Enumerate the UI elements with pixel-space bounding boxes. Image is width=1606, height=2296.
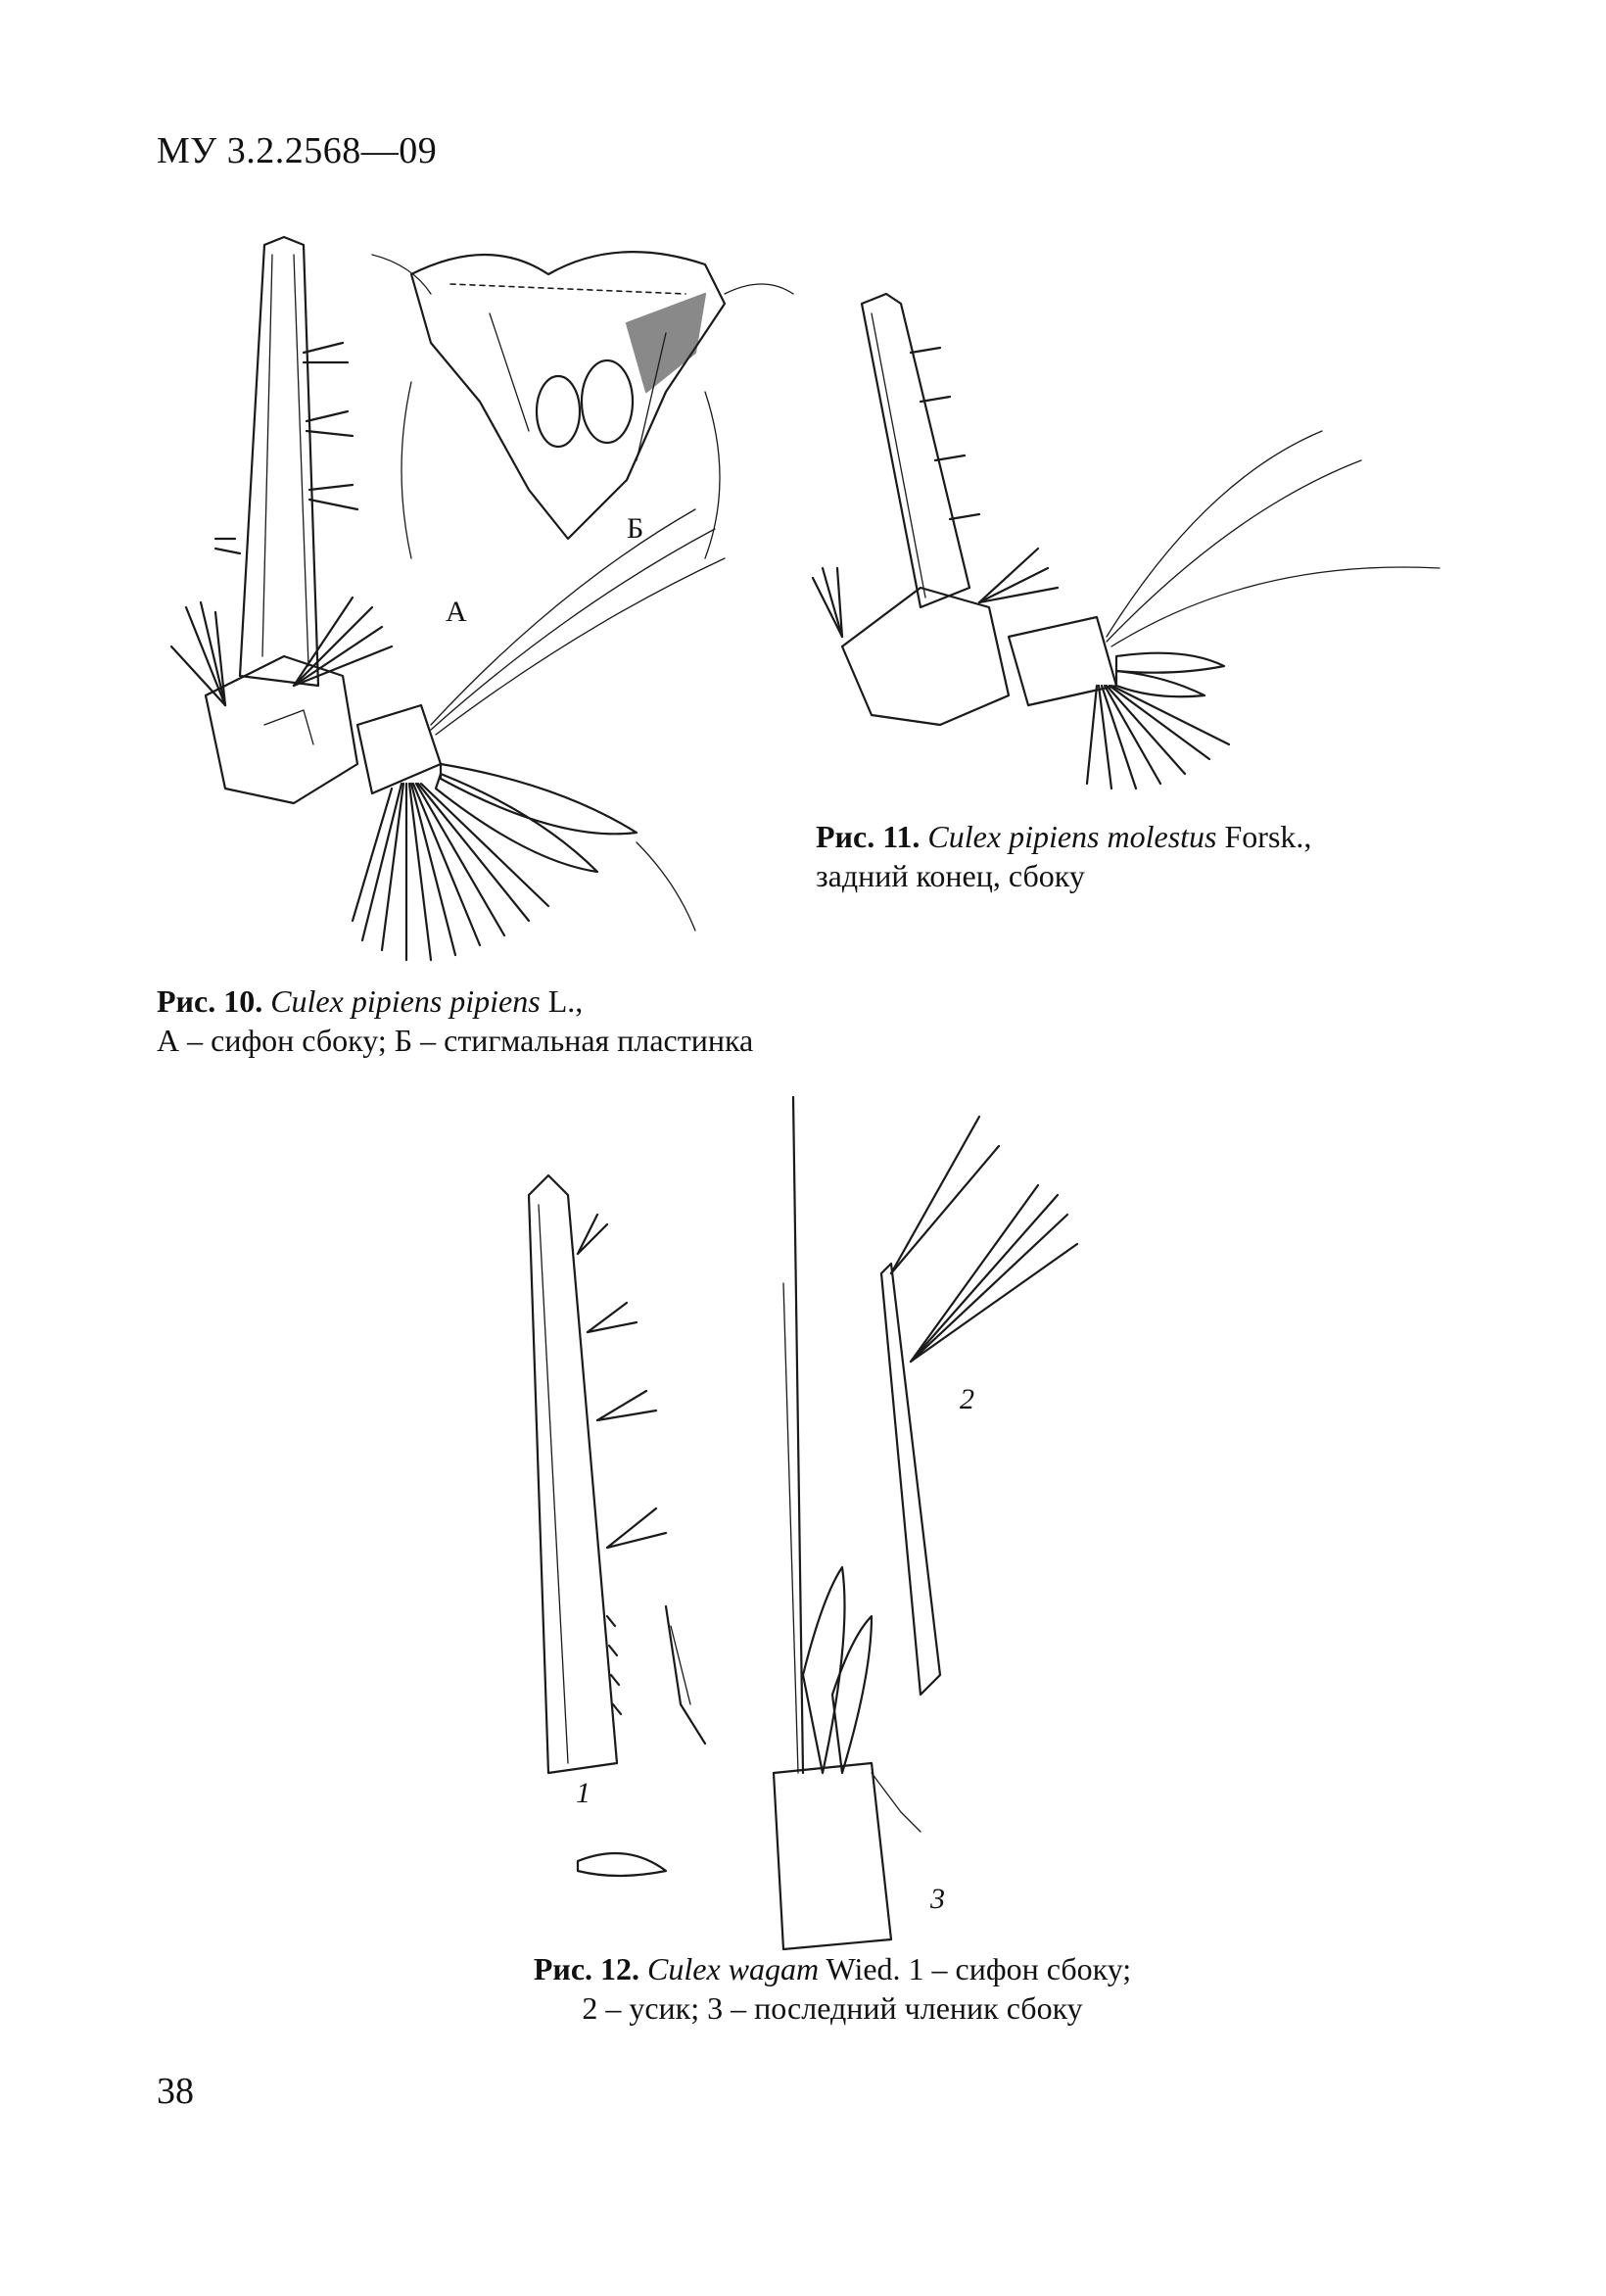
figure-10-label-b: Б [627,512,644,545]
figure-10-stigmal-plate-illustration [372,235,803,568]
figure-11-number: Рис. 11. [816,819,921,854]
figure-12-label-2: 2 [960,1383,974,1415]
figure-10-author: L., [547,983,584,1019]
figure-12-antenna-and-segment-illustration [744,1087,1116,1949]
figure-10-number: Рис. 10. [157,983,263,1019]
figure-10-description: А – сифон сбоку; Б – стигмальная пластинка [157,1023,754,1058]
figure-11-caption [816,817,1423,895]
document-code: МУ 3.2.2568—09 [157,130,438,171]
figure-12-number: Рис. 12. [533,1951,640,1986]
figure-12-caption [392,1949,1273,2028]
figure-10-caption [157,981,901,1060]
figure-12-description-line1: 1 – сифон сбоку; [908,1951,1132,1986]
figure-12-label-1: 1 [576,1777,590,1809]
figure-11-author: Forsk., [1224,819,1312,854]
figure-10-label-a: А [446,596,467,628]
figure-12-label-3: 3 [930,1883,945,1915]
figure-10-species: Culex pipiens pipiens [270,983,541,1019]
figure-12-species: Culex wagam [647,1951,820,1986]
figure-12-description-line2: 2 – усик; 3 – последний членик сбоку [582,1990,1083,2026]
figure-11-species: Culex pipiens molestus [927,819,1217,854]
figure-11-posterior-end-illustration [813,264,1459,793]
page-number: 38 [157,2071,194,2112]
figure-12-author: Wied. [826,1951,901,1986]
figure-12-siphon-illustration [509,1156,764,1900]
figure-11-description: задний конец, сбоку [816,858,1085,893]
